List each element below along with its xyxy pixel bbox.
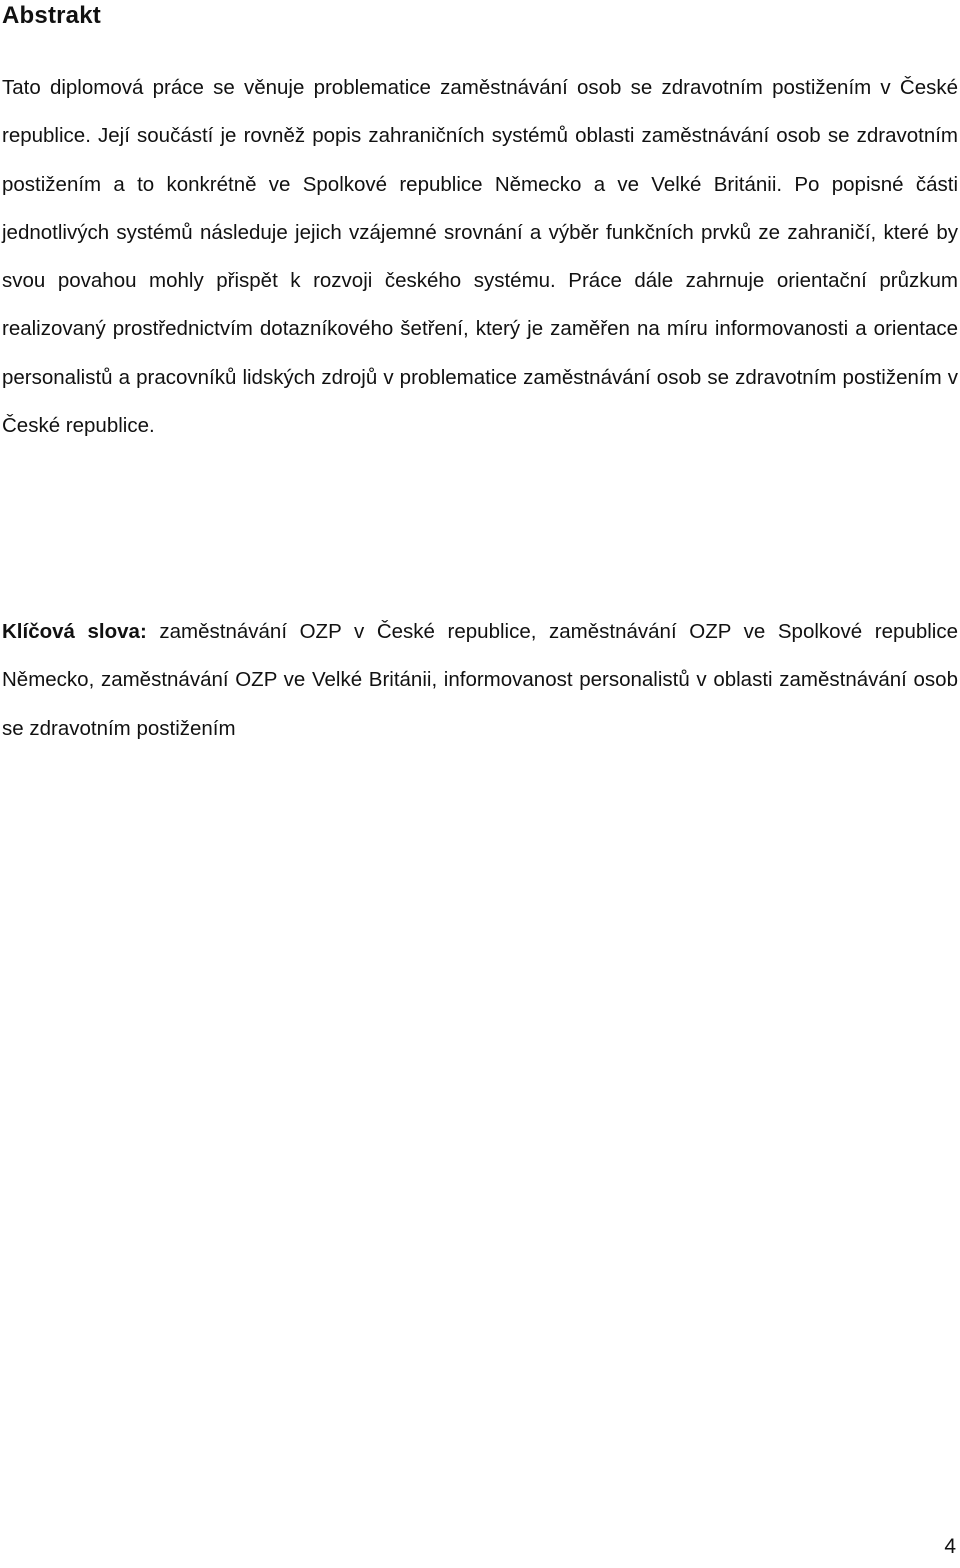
abstract-heading: Abstrakt: [2, 2, 101, 29]
page-number: 4: [944, 1535, 956, 1558]
keywords-label: Klíčová slova:: [2, 620, 147, 643]
abstract-paragraph: Tato diplomová práce se věnuje problematice zaměstnávání osob se zdravotním postižením v České republice. Její součástí je rovněž popis zahraničních systémů oblasti zaměstnávání osob se zdravotním postižením a to konkrétně ve Spolkové republice Německo a ve Velké Británii. Po popisné části jednotlivých systémů následuje jejich vzájemné srovnání a výběr funkčních prvků ze zahraničí, které by svou povahou mohly přispět k rozvoji českého systému. Práce dále zahrnuje orientační průzkum realizovaný prostřednictvím dotazníkového šetření, který je zaměřen na míru informovanosti a orientace personalistů a pracovníků lidských zdrojů v problematice zaměstnávání osob se zdravotním postižením v České republice.: [2, 76, 958, 438]
keywords-text: zaměstnávání OZP v České republice, zaměstnávání OZP ve Spolkové republice Německo, zaměstnávání OZP ve Velké Británii, informovanost personalistů v oblasti zaměstnávání osob se zdravotním postižením: [2, 620, 959, 740]
keywords-paragraph: [2, 608, 958, 753]
